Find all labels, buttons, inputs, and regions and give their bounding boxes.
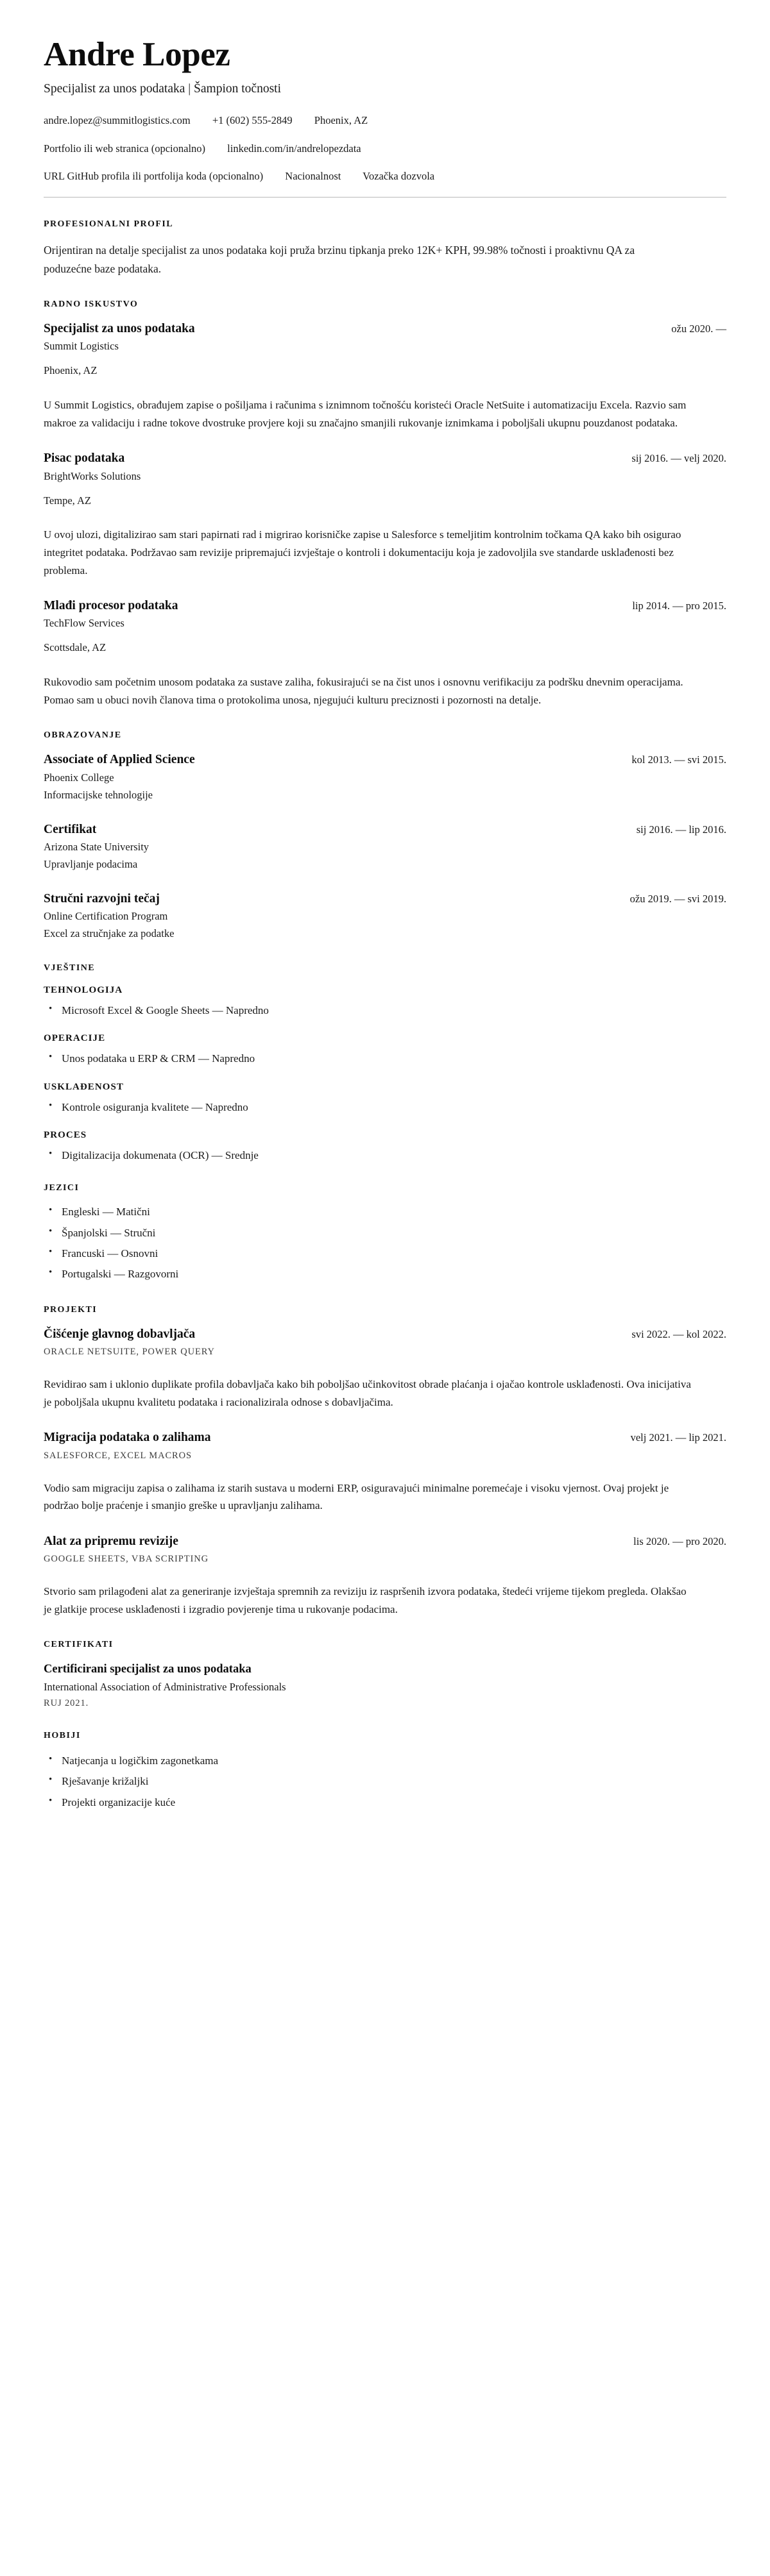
project-entry-head: [44, 1430, 726, 1445]
project-entry-head: [44, 1327, 726, 1342]
job-dates: ožu 2020. —: [671, 322, 726, 335]
hobby-item: • Natjecanja u logičkim zagonetkama: [44, 1753, 726, 1769]
job-dates: lip 2014. — pro 2015.: [632, 600, 726, 612]
section-title-education: OBRAZOVANJE: [44, 730, 122, 741]
job-description: Rukovodio sam početnim unosom podataka za sustave zaliha, fokusirajući se na čist unos i osnovnu verifikaciju za podršku dnevnim operacijama. Pomao sam u obuci novih članova tima o protokolima unosa, njegujući kulturu preciznosti i pozornosti na detalje.: [44, 676, 683, 706]
experience-entry: [44, 321, 726, 432]
experience-entry-head: [44, 451, 726, 466]
degree-dates: ožu 2019. — svi 2019.: [629, 892, 726, 905]
project-tech-tags: SALESFORCE, EXCEL MACROS: [44, 1450, 192, 1461]
contact-row-primary: [44, 114, 726, 128]
contact-row-extra: [44, 169, 726, 183]
resume-header: [44, 37, 726, 183]
contact-nationality: Nacionalnost: [285, 169, 341, 182]
contact-email[interactable]: andre.lopez@summitlogistics.com: [44, 114, 191, 127]
education-entry-head: [44, 752, 726, 768]
experience-entry: [44, 451, 726, 579]
field-of-study: Excel za stručnjake za podatke: [44, 927, 175, 940]
project-title: Migracija podataka o zalihama: [44, 1431, 211, 1445]
job-company: TechFlow Services: [44, 617, 124, 630]
skill-item: • Unos podataka u ERP & CRM — Napredno: [44, 1050, 726, 1067]
hobby-item: • Rješavanje križaljki: [44, 1773, 726, 1790]
skill-group-label: USKLAĐENOST: [44, 1081, 124, 1092]
section-certificates: [44, 1640, 726, 1709]
certificate-date: RUJ 2021.: [44, 1698, 89, 1708]
skill-group-process: [44, 1130, 726, 1164]
degree-dates: kol 2013. — svi 2015.: [631, 753, 726, 766]
job-description: U Summit Logistics, obrađujem zapise o pošiljama i računima s iznimnom točnošću koristeći Oracle NetSuite i automatizaciju Excela. Razvio sam makroe za validaciju i radne tokove dvostruke provjere koji su značajno smanjili rukovanje iznimkama i poboljšali ukupnu pouzdanost podataka.: [44, 399, 687, 429]
project-dates: svi 2022. — kol 2022.: [631, 1327, 726, 1340]
job-title: Specijalist za unos podataka: [44, 321, 195, 335]
contact-linkedin[interactable]: linkedin.com/in/andrelopezdata: [227, 142, 361, 155]
project-entry: [44, 1327, 726, 1411]
skill-item: • Kontrole osiguranja kvalitete — Napredno: [44, 1099, 726, 1116]
contact-driving-licence: Vozačka dozvola: [363, 169, 435, 182]
contact-phone[interactable]: +1 (602) 555-2849: [212, 114, 293, 127]
skill-group-technology: [44, 985, 726, 1019]
project-tech-tags: GOOGLE SHEETS, VBA SCRIPTING: [44, 1553, 209, 1564]
project-description: Revidirao sam i uklonio duplikate profila dobavljača kako bih poboljšao učinkovitost obrade plaćanja i ojačao kontrole usklađenosti. Ova inicijativa je poboljšala ukupnu kvalitetu podataka i racionalizirala odnose s dobavljačima.: [44, 1378, 691, 1408]
experience-entry-head: [44, 321, 726, 337]
project-entry: [44, 1430, 726, 1514]
skill-item: • Microsoft Excel & Google Sheets — Napredno: [44, 1002, 726, 1019]
contact-row-web: [44, 142, 726, 156]
section-title-projects: PROJEKTI: [44, 1304, 98, 1315]
language-item: • Portugalski — Razgovorni: [44, 1266, 726, 1283]
job-title: Mlađi procesor podataka: [44, 599, 178, 613]
profile-summary: Orijentiran na detalje specijalist za unos podataka koji pruža brzinu tipkanja preko 12K+ KPH, 99.98% točnosti i proaktivnu QA za poduzećne baze podataka.: [44, 244, 635, 275]
school-name: Phoenix College: [44, 771, 114, 784]
education-entry-head: [44, 822, 726, 838]
candidate-name: Andre Lopez: [44, 36, 230, 73]
education-entry-head: [44, 891, 726, 907]
section-title-skills: VJEŠTINE: [44, 963, 96, 973]
project-description: Stvorio sam prilagođeni alat za generiranje izvještaja spremnih za reviziju iz raspršenih izvora podataka, štedeći vrijeme tijekom pregleda. Olakšao je glatkije procese usklađenosti i izgradio povjerenje tima u rukovanje podacima.: [44, 1585, 687, 1615]
header-divider: [44, 197, 726, 198]
contact-portfolio[interactable]: Portfolio ili web stranica (opcionalno): [44, 142, 206, 155]
contact-github[interactable]: URL GitHub profila ili portfolija koda (opcionalno): [44, 169, 264, 182]
experience-entry-head: [44, 598, 726, 614]
section-title-profile: PROFESIONALNI PROFIL: [44, 219, 174, 230]
skill-group-label: PROCES: [44, 1130, 87, 1140]
skill-item: • Digitalizacija dokumenata (OCR) — Srednje: [44, 1147, 726, 1164]
experience-entry: [44, 598, 726, 709]
job-location: Scottsdale, AZ: [44, 641, 107, 654]
hobby-list: [44, 1753, 726, 1811]
section-title-certificates: CERTIFIKATI: [44, 1640, 114, 1650]
job-title: Pisac podataka: [44, 451, 125, 466]
skill-group-label: TEHNOLOGIJA: [44, 984, 123, 995]
section-experience: [44, 299, 726, 709]
job-company: Summit Logistics: [44, 340, 119, 353]
skill-group-compliance: [44, 1082, 726, 1116]
skill-list: [44, 1050, 726, 1067]
language-item: • Engleski — Matični: [44, 1204, 726, 1220]
skill-group-operations: [44, 1033, 726, 1067]
school-name: Arizona State University: [44, 840, 150, 853]
job-location: Phoenix, AZ: [44, 364, 98, 377]
project-title: Čišćenje glavnog dobavljača: [44, 1327, 196, 1341]
job-company: BrightWorks Solutions: [44, 469, 141, 482]
certificate-title: Certificirani specijalist za unos podataka: [44, 1663, 252, 1676]
field-of-study: Upravljanje podacima: [44, 857, 138, 870]
contact-location: Phoenix, AZ: [314, 114, 368, 127]
education-entry: [44, 822, 726, 872]
project-dates: velj 2021. — lip 2021.: [630, 1431, 726, 1444]
project-entry: [44, 1534, 726, 1618]
hobby-item: • Projekti organizacije kuće: [44, 1794, 726, 1811]
project-description: Vodio sam migraciju zapisa o zalihama iz starih sustava u moderni ERP, osiguravajući minimalne poremećaje i visoku vjernost. Ovaj projekt je podržao bolje praćenje i smanjio greške u upravljanju zalihama.: [44, 1481, 669, 1512]
field-of-study: Informacijske tehnologije: [44, 788, 153, 801]
school-name: Online Certification Program: [44, 910, 168, 923]
education-entry: [44, 752, 726, 802]
skill-list: [44, 1147, 726, 1164]
language-item: • Španjolski — Stručni: [44, 1225, 726, 1242]
degree-title: Associate of Applied Science: [44, 753, 195, 767]
certificate-entry: [44, 1662, 726, 1709]
job-dates: sij 2016. — velj 2020.: [631, 452, 726, 465]
language-list: [44, 1204, 726, 1283]
section-education: [44, 730, 726, 941]
skill-list: [44, 1099, 726, 1116]
section-skills: [44, 963, 726, 1283]
section-title-hobbies: HOBIJI: [44, 1731, 81, 1740]
section-hobbies: [44, 1731, 726, 1811]
section-projects: [44, 1305, 726, 1618]
project-tech-tags: ORACLE NETSUITE, POWER QUERY: [44, 1347, 215, 1358]
degree-title: Certifikat: [44, 822, 97, 836]
skill-group-label: OPERACIJE: [44, 1033, 106, 1044]
job-location: Tempe, AZ: [44, 494, 91, 507]
degree-dates: sij 2016. — lip 2016.: [636, 823, 726, 836]
education-entry: [44, 891, 726, 941]
project-title: Alat za pripremu revizije: [44, 1534, 178, 1548]
skill-list: [44, 1002, 726, 1019]
candidate-headline: Specijalist za unos podataka | Šampion točnosti: [44, 82, 282, 96]
job-description: U ovoj ulozi, digitalizirao sam stari papirnati rad i migrirao korisničke zapise u Salesforce s temeljitim kontrolnim točkama QA kako bih osigurao integritet podataka. Podržavao sam revizije pripremajući izvještaje o kontroli i dokumentaciju koja je zadovoljila sve standarde usklađenosti bez problema.: [44, 528, 681, 577]
project-entry-head: [44, 1534, 726, 1549]
section-profile: [44, 219, 726, 278]
degree-title: Stručni razvojni tečaj: [44, 891, 160, 905]
language-item: • Francuski — Osnovni: [44, 1245, 726, 1262]
certificate-issuer: International Association of Administrative Professionals: [44, 1681, 286, 1694]
section-title-experience: RADNO ISKUSTVO: [44, 299, 139, 309]
section-title-languages: JEZICI: [44, 1183, 80, 1193]
project-dates: lis 2020. — pro 2020.: [633, 1535, 726, 1547]
